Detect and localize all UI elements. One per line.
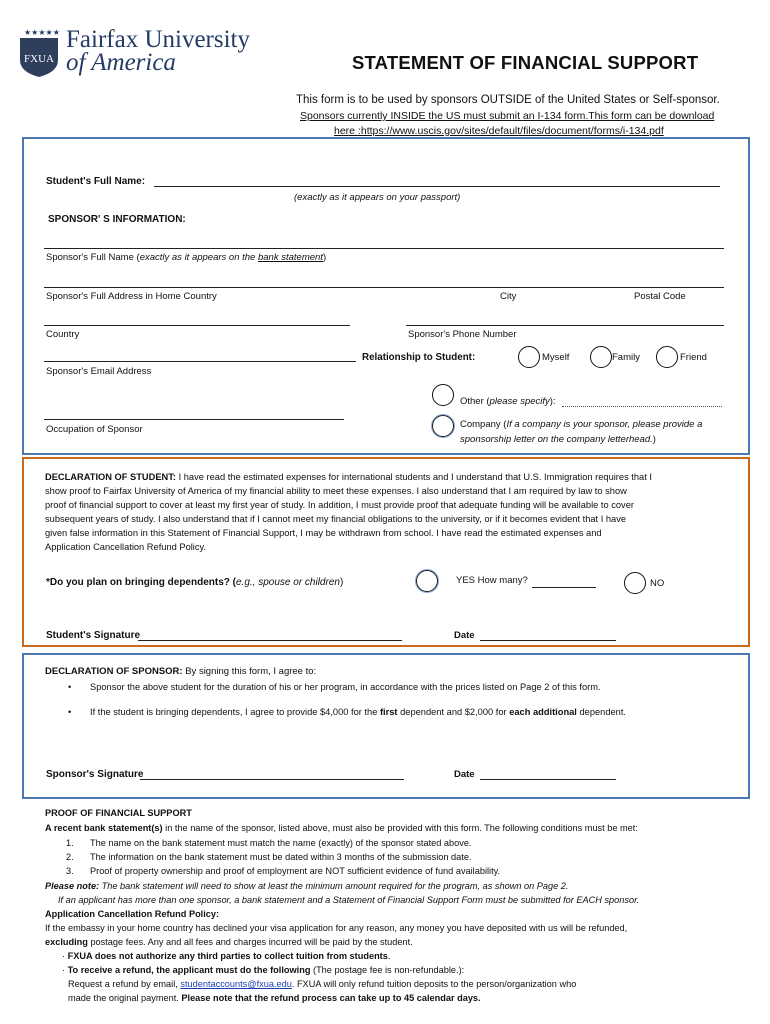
bank-statement-requirement: A recent bank statement(s) in the name of the sponsor, listed above, must also be provided with this form. The following conditions must be met: — [45, 823, 638, 833]
please-note: Please note: The bank statement will need to show at least the minimum amount required for the program, as shown on Page 2. — [45, 881, 569, 891]
sponsor-email-label: Sponsor's Email Address — [46, 366, 152, 377]
sponsor-full-name-field[interactable] — [44, 248, 724, 249]
student-declaration-text: DECLARATION OF STUDENT: I have read the estimated expenses for international students and I understand that U.S. Immigration requires that I show proof to Fairfax University of America of my financial ability to meet these expenses. I also understand that I am required by law to show proof of financial support to cover at least my first year of study. In addition, I must provide proof that adequate funding will be available to cover subsequent years of study. I also understand that if I cannot meet my financial obligations to the university, or if it becomes evident that I have given false information in this Statement of Financial Support, I may be withdrawn from school. I have read the estimated expenses and Application Cancellation Refund Policy. — [45, 472, 652, 552]
logo-line-1: Fairfax University — [66, 26, 250, 53]
sponsor-signature-label: Sponsor's Signature — [46, 769, 144, 780]
third-party-note: · FXUA does not authorize any third parties to collect tuition from students. — [62, 951, 391, 961]
intro-line-1: This form is to be used by sponsors OUTSIDE of the United States or Self-sponsor. — [296, 94, 720, 106]
radio-friend-label: Friend — [680, 352, 707, 363]
sponsor-address-label: Sponsor's Full Address in Home Country — [46, 291, 217, 302]
country-field[interactable] — [44, 325, 350, 326]
radio-other[interactable] — [432, 384, 454, 406]
uscis-link[interactable]: here :https://www.uscis.gov/sites/default/files/document/forms/i-134.pdf — [334, 125, 664, 137]
radio-family-label: Family — [612, 352, 640, 363]
student-date-field[interactable] — [480, 640, 616, 641]
city-label: City — [500, 291, 517, 302]
occupation-label: Occupation of Sponsor — [46, 424, 143, 435]
student-signature-field[interactable] — [138, 640, 402, 641]
radio-myself-label: Myself — [542, 352, 570, 363]
sponsor-signature-field[interactable] — [140, 779, 404, 780]
sponsor-bullet-2: If the student is bringing dependents, I agree to provide $4,000 for the first dependent and $2,000 for each additional dependent. — [90, 707, 627, 717]
sponsor-date-label: Date — [454, 769, 475, 780]
radio-friend[interactable] — [656, 346, 678, 368]
radio-yes-label: YES How many? — [456, 575, 528, 586]
logo-abbr: FXUA — [24, 53, 54, 65]
radio-dependents-no[interactable] — [624, 572, 646, 594]
student-signature-label: Student's Signature — [46, 630, 141, 641]
refund-line-2: excluding postage fees. Any and all fees and charges incurred will be paid by the student. — [45, 937, 413, 947]
refund-line-1: If the embassy in your home country has declined your visa application for any reason, any money you have deposited with us will be refunded, — [45, 923, 628, 933]
dependents-count-field[interactable] — [532, 587, 596, 588]
sponsor-email-field[interactable] — [44, 361, 356, 362]
radio-no-label: NO — [650, 578, 665, 589]
country-label: Country — [46, 329, 80, 340]
sponsor-info-heading: SPONSOR' S INFORMATION: — [48, 214, 186, 225]
condition-1-text: The name on the bank statement must match the name (exactly) of the sponsor stated above. — [90, 838, 472, 848]
student-name-field[interactable] — [154, 186, 720, 187]
radio-family[interactable] — [590, 346, 612, 368]
svg-text:★★★★★: ★★★★★ — [24, 28, 60, 37]
condition-2-num: 2. — [66, 852, 74, 862]
dependents-question: *Do you plan on bringing dependents? (e.g., spouse or children) — [46, 577, 344, 588]
bullet-2-marker: • — [68, 707, 72, 717]
occupation-field[interactable] — [44, 419, 344, 420]
sponsor-declaration-heading-line: DECLARATION OF SPONSOR: By signing this form, I agree to: — [45, 666, 317, 677]
bullet-1-marker: • — [68, 682, 72, 692]
condition-3-num: 3. — [66, 866, 74, 876]
passport-note: (exactly as it appears on your passport) — [294, 192, 461, 203]
multi-sponsor-note: If an applicant has more than one sponsor, a bank statement and a Statement of Financial Support Form must be submitted for EACH sponsor. — [58, 895, 640, 905]
sponsor-date-field[interactable] — [480, 779, 616, 780]
condition-1-num: 1. — [66, 838, 74, 848]
radio-company-note: sponsorship letter on the company letterhead.) — [460, 434, 656, 445]
logo-line-2: of America — [66, 49, 176, 76]
student-name-label: Student's Full Name: — [46, 176, 146, 187]
other-specify-field[interactable] — [562, 406, 722, 407]
university-name — [66, 28, 250, 74]
postal-code-label: Postal Code — [634, 291, 686, 302]
university-logo-shield — [18, 28, 60, 78]
condition-3-text: Proof of property ownership and proof of employment are NOT sufficient evidence of fund availability. — [90, 866, 501, 876]
sponsor-phone-label: Sponsor's Phone Number — [408, 329, 517, 340]
radio-company-label: Company (If a company is your sponsor, please provide a — [460, 419, 703, 430]
radio-other-label: Other (please specify): — [460, 396, 556, 407]
sponsor-full-name-label: Sponsor's Full Name (exactly as it appears on the bank statement) — [46, 252, 327, 263]
radio-myself[interactable] — [518, 346, 540, 368]
sponsor-declaration-heading: DECLARATION OF SPONSOR: — [45, 666, 183, 677]
form-title: STATEMENT OF FINANCIAL SUPPORT — [352, 52, 699, 73]
condition-2-text: The information on the bank statement must be dated within 3 months of the submission date. — [90, 852, 472, 862]
student-date-label: Date — [454, 630, 475, 641]
proof-heading: PROOF OF FINANCIAL SUPPORT — [45, 808, 192, 818]
sponsor-address-field[interactable] — [44, 287, 724, 288]
refund-request-line: Request a refund by email, studentaccounts@fxua.edu. FXUA will only refund tuition deposits to the person/organization who — [68, 979, 577, 989]
intro-line-2: Sponsors currently INSIDE the US must submit an I-134 form.This form can be download — [300, 110, 715, 122]
sponsor-phone-field[interactable] — [406, 325, 724, 326]
relationship-label: Relationship to Student: — [362, 352, 476, 363]
radio-company[interactable] — [432, 415, 454, 437]
student-accounts-email-link[interactable]: studentaccounts@fxua.edu — [180, 979, 292, 989]
to-receive-refund: · To receive a refund, the applicant must do the following (The postage fee is non-refundable.): — [62, 965, 465, 975]
refund-payment-line: made the original payment. Please note that the refund process can take up to 45 calendar days. — [68, 993, 481, 1003]
student-declaration-heading: DECLARATION OF STUDENT: — [45, 472, 177, 482]
radio-dependents-yes[interactable] — [416, 570, 438, 592]
refund-policy-heading: Application Cancellation Refund Policy: — [45, 909, 220, 919]
sponsor-bullet-1: Sponsor the above student for the duration of his or her program, in accordance with the prices listed on Page 2 of this form. — [90, 682, 601, 692]
